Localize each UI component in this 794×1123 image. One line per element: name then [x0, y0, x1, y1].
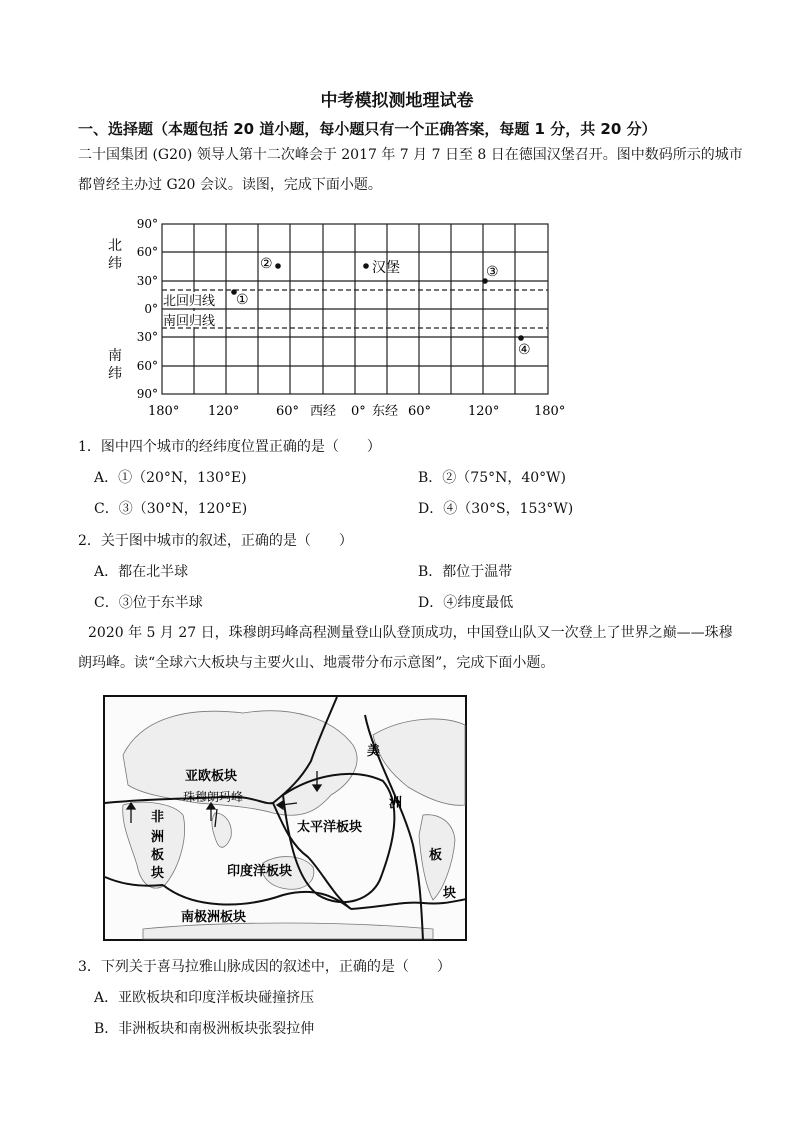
- lon-label: 60°: [276, 404, 300, 419]
- hamburg-dot: [363, 263, 369, 269]
- lat-label: 30°: [136, 330, 158, 344]
- city-2-dot: [275, 263, 281, 269]
- city-2-label: ②: [260, 256, 273, 272]
- hamburg-label: 汉堡: [372, 260, 400, 276]
- passage-2: [78, 618, 768, 678]
- city-markers: [231, 256, 530, 358]
- passage-1-line-2: 都曾经主办过 G20 会议。读图，完成下面小题。: [78, 177, 382, 193]
- question-1-option-c[interactable]: C．③（30°N，120°E): [94, 501, 248, 517]
- lon-label: 180°: [534, 404, 566, 419]
- america-plate-label: 洲: [389, 796, 403, 811]
- longitude-labels: [148, 404, 565, 419]
- passage-2-line-2: 朗玛峰。读“全球六大板块与主要火山、地震带分布示意图”，完成下面小题。: [78, 655, 555, 671]
- north-label: 北: [108, 238, 122, 254]
- lat-label: 30°: [136, 274, 158, 288]
- america-plate-label: 板: [429, 848, 443, 863]
- lat-label: 0°: [144, 302, 158, 316]
- passage-1-line-1: 二十国集团 (G20) 领导人第十二次峰会于 2017 年 7 月 7 日至 8 日在德国汉堡召开。图中数码所示的城市: [78, 147, 743, 163]
- hemisphere-labels: [108, 238, 122, 382]
- lat-label: 60°: [136, 359, 158, 373]
- lon-label: 0°: [351, 404, 366, 419]
- section-heading: 一、选择题（本题包括 20 道小题，每小题只有一个正确答案，每题 1 分，共 20 分）: [78, 120, 657, 138]
- lon-label: 西经: [310, 404, 337, 419]
- city-1-label: ①: [236, 292, 249, 308]
- question-3-option-a[interactable]: A．亚欧板块和印度洋板块碰撞挤压: [94, 990, 315, 1006]
- question-3-option-b[interactable]: B．非洲板块和南极洲板块张裂拉伸: [94, 1021, 315, 1037]
- city-4-dot: [518, 335, 524, 341]
- tropic-north-label: 北回归线: [163, 294, 216, 309]
- exam-title: 中考模拟测地理试卷: [320, 91, 474, 111]
- lon-label: 120°: [468, 404, 500, 419]
- city-4-label: ④: [518, 342, 531, 358]
- lat-label: 60°: [136, 245, 158, 259]
- lat-lon-grid-map: [100, 212, 580, 422]
- lat-label: 90°: [136, 217, 158, 231]
- passage-2-line-1: 2020 年 5 月 27 日，珠穆朗玛峰高程测量登山队登顶成功，中国登山队又一次登上了世界之巅——珠穆: [88, 625, 733, 641]
- question-2-option-d[interactable]: D．④纬度最低: [418, 595, 514, 611]
- grid-lines: [162, 224, 548, 394]
- question-1-option-d[interactable]: D．④（30°S，153°W): [418, 501, 574, 517]
- latitude-labels: [137, 217, 158, 401]
- question-1-option-b[interactable]: B．②（75°N，40°W): [418, 470, 567, 486]
- question-2-stem: 2．关于图中城市的叙述，正确的是（ ）: [78, 533, 353, 549]
- tropic-south-label: 南回归线: [163, 314, 216, 329]
- africa-plate-label: 非: [151, 810, 165, 825]
- question-2-option-a[interactable]: A．都在北半球: [94, 564, 189, 580]
- city-3-label: ③: [486, 264, 499, 280]
- south-label: 纬: [108, 366, 122, 382]
- north-label: 纬: [108, 256, 122, 272]
- eurasian-plate-label: 亚欧板块: [185, 769, 238, 784]
- question-1-option-a[interactable]: A．①（20°N，130°E): [94, 470, 247, 486]
- south-label: 南: [108, 348, 122, 364]
- america-plate-label: 美: [367, 744, 381, 759]
- question-3-stem: 3．下列关于喜马拉雅山脉成因的叙述中，正确的是（ ）: [78, 959, 451, 975]
- indian-plate-label: 印度洋板块: [227, 864, 293, 879]
- question-1-stem: 1．图中四个城市的经纬度位置正确的是（ ）: [78, 439, 381, 455]
- lon-label: 60°: [408, 404, 432, 419]
- lon-label: 东经: [372, 404, 399, 419]
- africa-plate-label: 块: [151, 866, 165, 881]
- africa-plate-label: 板: [151, 848, 165, 863]
- america-plate-label: 块: [443, 886, 457, 901]
- lon-label: 180°: [148, 404, 180, 419]
- africa-plate-label: 洲: [151, 830, 165, 845]
- lon-label: 120°: [208, 404, 240, 419]
- antarctic-plate-label: 南极洲板块: [181, 910, 247, 925]
- passage-1: [78, 140, 758, 200]
- question-2-option-c[interactable]: C．③位于东半球: [94, 595, 203, 611]
- lat-label: 90°: [136, 387, 158, 401]
- plate-boundary-map: [103, 695, 467, 941]
- question-2-option-b[interactable]: B．都位于温带: [418, 564, 513, 580]
- everest-label: 珠穆朗玛峰: [183, 790, 244, 804]
- pacific-plate-label: 太平洋板块: [297, 820, 363, 835]
